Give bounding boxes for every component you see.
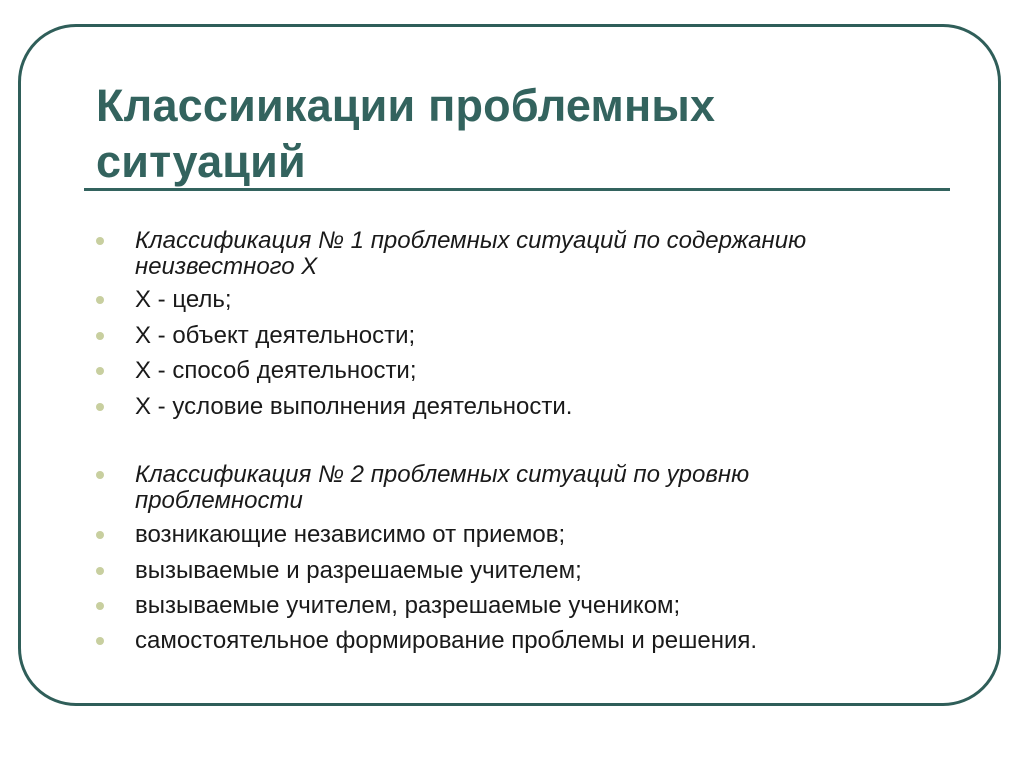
bullet-text: возникающие независимо от приемов; <box>135 521 566 548</box>
bullet-dot <box>96 367 104 375</box>
bullet-dot <box>96 567 104 575</box>
bullet-text <box>135 462 935 514</box>
slide-title <box>96 78 916 190</box>
bullet-dot <box>96 531 104 539</box>
bullet-text: вызываемые и разрешаемые учителем; <box>135 557 582 584</box>
bullet-text-line-1: Классификация № 2 проблемных ситуаций по уровню <box>135 461 750 488</box>
bullet-text: Х - цель; <box>135 286 232 313</box>
bullet-text: Х - объект деятельности; <box>135 322 416 349</box>
bullet-dot <box>96 403 104 411</box>
title-line-1: Классиикации проблемных <box>96 80 716 131</box>
bullet-dot <box>96 332 104 340</box>
bullet-text <box>135 228 935 280</box>
bullet-text-line-1: Классификация № 1 проблемных ситуаций по содержанию <box>135 227 807 254</box>
bullet-dot <box>96 471 104 479</box>
bullet-text: Х - способ деятельности; <box>135 357 417 384</box>
bullet-dot <box>96 237 104 245</box>
bullet-dot <box>96 296 104 304</box>
bullet-text: Х - условие выполнения деятельности. <box>135 393 573 420</box>
bullet-dot <box>96 637 104 645</box>
title-underline <box>84 188 950 191</box>
bullet-text-line-2: неизвестного Х <box>135 253 318 280</box>
bullet-text: вызываемые учителем, разрешаемые учеником; <box>135 592 681 619</box>
bullet-text: самостоятельное формирование проблемы и решения. <box>135 627 758 654</box>
title-line-2: ситуаций <box>96 136 306 187</box>
bullet-dot <box>96 602 104 610</box>
bullet-text-line-2: проблемности <box>135 487 303 514</box>
